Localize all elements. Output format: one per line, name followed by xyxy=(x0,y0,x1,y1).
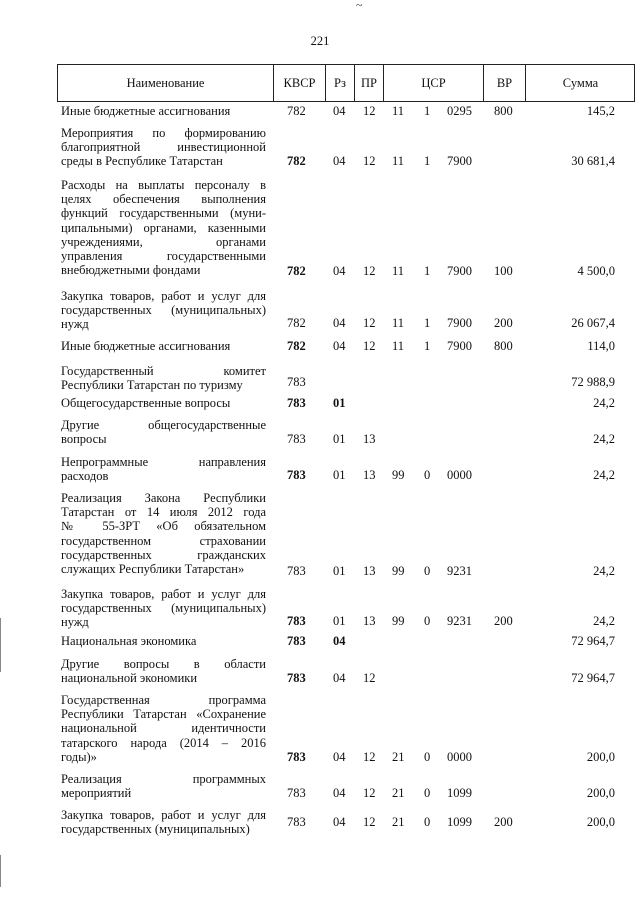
cell-name xyxy=(61,364,266,392)
cell-pr: 13 xyxy=(363,564,376,578)
cell-rz: 04 xyxy=(333,671,346,685)
cell-rz: 04 xyxy=(333,154,346,168)
name-line: государственных (муниципальных) xyxy=(61,822,250,837)
header-name: Наименование xyxy=(126,75,205,90)
cell-csr-program: 21 xyxy=(392,815,405,829)
cell-name xyxy=(61,808,266,836)
name-line: Реализация Закона Республики xyxy=(61,491,266,505)
name-line: Государственная программа xyxy=(61,693,266,707)
cell-kvsr: 783 xyxy=(287,671,306,685)
name-line: годы)» xyxy=(61,749,97,764)
name-line: Закупка товаров, работ и услуг для xyxy=(61,808,266,822)
cell-csr-subprogram: 0 xyxy=(424,614,431,628)
cell-csr-subprogram: 0 xyxy=(424,468,431,482)
cell-kvsr: 783 xyxy=(287,634,306,648)
cell-rz: 04 xyxy=(333,815,346,829)
cell-csr-subprogram: 0 xyxy=(424,786,431,800)
cell-rz: 01 xyxy=(333,432,346,446)
name-line: расходов xyxy=(61,469,109,484)
name-line: функций государственными (муни- xyxy=(61,206,266,221)
cell-pr: 12 xyxy=(363,316,376,330)
cell-csr-subprogram: 0 xyxy=(424,815,431,829)
cell-csr-direction: 7900 xyxy=(447,264,472,278)
cell-kvsr: 782 xyxy=(287,264,306,278)
cell-name xyxy=(61,657,266,685)
cell-rz: 04 xyxy=(333,316,346,330)
cell-sum: 200,0 xyxy=(586,815,615,829)
cell-sum: 72 964,7 xyxy=(571,634,615,648)
cell-sum: 24,2 xyxy=(593,396,615,410)
name-line: мероприятий xyxy=(61,786,132,801)
header-vr: ВР xyxy=(483,65,525,101)
header-kvsr: КВСР xyxy=(273,65,325,101)
cell-name xyxy=(61,396,266,410)
cell-sum: 72 964,7 xyxy=(571,671,615,685)
cell-csr-program: 11 xyxy=(392,339,405,353)
cell-pr: 12 xyxy=(363,786,376,800)
name-line: служащих Республики Татарстан» xyxy=(61,562,245,577)
name-line: государственных (муниципальных) xyxy=(61,303,266,318)
cell-pr: 12 xyxy=(363,264,376,278)
cell-pr: 13 xyxy=(363,468,376,482)
cell-csr-direction: 1099 xyxy=(447,786,472,800)
table-header xyxy=(57,64,635,102)
cell-sum: 30 681,4 xyxy=(571,154,615,168)
cell-kvsr: 783 xyxy=(287,432,306,446)
cell-kvsr: 783 xyxy=(287,815,306,829)
name-line: среды в Республике Татарстан xyxy=(61,154,223,169)
name-line: национальной идентичности xyxy=(61,721,266,736)
name-line: Государственный комитет xyxy=(61,364,266,378)
cell-csr-direction: 0000 xyxy=(447,468,472,482)
name-line: Иные бюджетные ассигнования xyxy=(61,339,231,353)
header-rz: Рз xyxy=(325,65,354,101)
cell-csr-program: 21 xyxy=(392,786,405,800)
cell-kvsr: 783 xyxy=(287,375,306,389)
cell-kvsr: 783 xyxy=(287,396,306,410)
cell-kvsr: 783 xyxy=(287,468,306,482)
cell-name xyxy=(61,339,266,353)
cell-csr-subprogram: 1 xyxy=(424,264,431,278)
cell-name xyxy=(61,126,266,169)
cell-csr-program: 11 xyxy=(392,154,405,168)
cell-name xyxy=(61,455,266,483)
name-line: нужд xyxy=(61,317,89,332)
cell-kvsr: 782 xyxy=(287,316,306,330)
cell-csr-direction: 0295 xyxy=(447,104,472,118)
cell-sum: 145,2 xyxy=(586,104,615,118)
cell-csr-program: 99 xyxy=(392,468,405,482)
cell-csr-subprogram: 1 xyxy=(424,154,431,168)
cell-sum: 24,2 xyxy=(593,564,615,578)
cell-kvsr: 783 xyxy=(287,786,306,800)
cell-sum: 24,2 xyxy=(593,468,615,482)
name-line: вопросы xyxy=(61,432,107,447)
cell-name xyxy=(61,289,266,332)
name-line: Закупка товаров, работ и услуг для xyxy=(61,289,266,303)
name-line: национальной экономики xyxy=(61,671,198,686)
cell-vr: 800 xyxy=(494,339,513,353)
cell-rz: 04 xyxy=(333,264,346,278)
page-top-mark: ~ xyxy=(356,0,363,12)
header-sum: Сумма xyxy=(525,65,635,101)
cell-csr-direction: 7900 xyxy=(447,339,472,353)
cell-csr-program: 99 xyxy=(392,614,405,628)
scan-edge-line xyxy=(0,618,1,672)
name-line: учреждениями, органами xyxy=(61,234,266,249)
name-line: № 55-ЗРТ «Об обязательном xyxy=(61,519,266,534)
cell-vr: 200 xyxy=(494,316,513,330)
cell-sum: 26 067,4 xyxy=(571,316,615,330)
cell-rz: 04 xyxy=(333,750,346,764)
cell-sum: 24,2 xyxy=(593,614,615,628)
cell-csr-subprogram: 0 xyxy=(424,750,431,764)
cell-name xyxy=(61,587,266,630)
cell-pr: 12 xyxy=(363,339,376,353)
cell-csr-subprogram: 1 xyxy=(424,316,431,330)
cell-sum: 200,0 xyxy=(586,786,615,800)
cell-pr: 12 xyxy=(363,671,376,685)
cell-sum: 114,0 xyxy=(587,339,615,353)
cell-name xyxy=(61,418,266,446)
cell-rz: 01 xyxy=(333,614,346,628)
cell-csr-direction: 7900 xyxy=(447,154,472,168)
name-line: внебюджетными фондами xyxy=(61,263,201,278)
cell-pr: 13 xyxy=(363,432,376,446)
cell-rz: 01 xyxy=(333,564,346,578)
header-pr: ПР xyxy=(354,65,383,101)
name-line: благоприятной инвестиционной xyxy=(61,140,266,155)
cell-sum: 4 500,0 xyxy=(577,264,615,278)
cell-pr: 13 xyxy=(363,614,376,628)
cell-csr-subprogram: 1 xyxy=(424,339,431,353)
name-line: Республики Татарстан по туризму xyxy=(61,378,243,393)
cell-csr-direction: 0000 xyxy=(447,750,472,764)
cell-name xyxy=(61,634,266,648)
name-line: Расходы на выплаты персоналу в xyxy=(61,178,266,192)
name-line: Иные бюджетные ассигнования xyxy=(61,104,231,118)
name-line: государственных гражданских xyxy=(61,547,266,562)
cell-csr-direction: 9231 xyxy=(447,564,472,578)
cell-name xyxy=(61,693,266,764)
name-line: Мероприятия по формированию xyxy=(61,126,266,140)
cell-rz: 04 xyxy=(333,339,346,353)
cell-vr: 200 xyxy=(494,614,513,628)
cell-csr-program: 11 xyxy=(392,104,405,118)
cell-csr-direction: 1099 xyxy=(447,815,472,829)
name-line: Непрограммные направления xyxy=(61,455,266,469)
cell-csr-direction: 7900 xyxy=(447,316,472,330)
cell-kvsr: 782 xyxy=(287,339,306,353)
cell-csr-subprogram: 0 xyxy=(424,564,431,578)
name-line: ципальными) органами, казенными xyxy=(61,220,266,235)
cell-sum: 72 988,9 xyxy=(571,375,615,389)
cell-kvsr: 783 xyxy=(287,614,306,628)
cell-csr-direction: 9231 xyxy=(447,614,472,628)
name-line: Реализация программных xyxy=(61,772,266,786)
cell-name xyxy=(61,772,266,800)
name-line: Республики Татарстан «Сохранение xyxy=(61,707,266,722)
cell-kvsr: 783 xyxy=(287,750,306,764)
cell-rz: 04 xyxy=(333,786,346,800)
cell-sum: 24,2 xyxy=(593,432,615,446)
name-line: государственном страховании xyxy=(61,533,266,548)
cell-name xyxy=(61,178,266,277)
cell-name xyxy=(61,104,266,118)
cell-kvsr: 782 xyxy=(287,154,306,168)
cell-vr: 100 xyxy=(494,264,513,278)
cell-name xyxy=(61,491,266,576)
cell-pr: 12 xyxy=(363,750,376,764)
name-line: Другие вопросы в области xyxy=(61,657,266,671)
cell-csr-program: 11 xyxy=(392,316,405,330)
cell-pr: 12 xyxy=(363,104,376,118)
cell-csr-program: 11 xyxy=(392,264,405,278)
cell-vr: 800 xyxy=(494,104,513,118)
scan-edge-line xyxy=(0,855,1,887)
name-line: управления государственными xyxy=(61,249,266,264)
header-csr: ЦСР xyxy=(383,65,483,101)
cell-rz: 04 xyxy=(333,104,346,118)
name-line: целях обеспечения выполнения xyxy=(61,192,266,207)
cell-csr-subprogram: 1 xyxy=(424,104,431,118)
name-line: Другие общегосударственные xyxy=(61,418,266,432)
name-line: Закупка товаров, работ и услуг для xyxy=(61,587,266,601)
name-line: государственных (муниципальных) xyxy=(61,601,266,616)
name-line: Общегосударственные вопросы xyxy=(61,396,231,410)
cell-pr: 12 xyxy=(363,815,376,829)
name-line: Татарстан от 14 июля 2012 года xyxy=(61,505,266,520)
name-line: татарского народа (2014 – 2016 xyxy=(61,735,266,750)
name-line: нужд xyxy=(61,615,89,630)
cell-csr-program: 21 xyxy=(392,750,405,764)
cell-rz: 04 xyxy=(333,634,346,648)
name-line: Национальная экономика xyxy=(61,634,197,648)
cell-kvsr: 783 xyxy=(287,564,306,578)
cell-rz: 01 xyxy=(333,468,346,482)
page-number: 221 xyxy=(310,34,330,48)
cell-csr-program: 99 xyxy=(392,564,405,578)
cell-rz: 01 xyxy=(333,396,346,410)
cell-sum: 200,0 xyxy=(586,750,615,764)
cell-vr: 200 xyxy=(494,815,513,829)
cell-kvsr: 782 xyxy=(287,104,306,118)
cell-pr: 12 xyxy=(363,154,376,168)
